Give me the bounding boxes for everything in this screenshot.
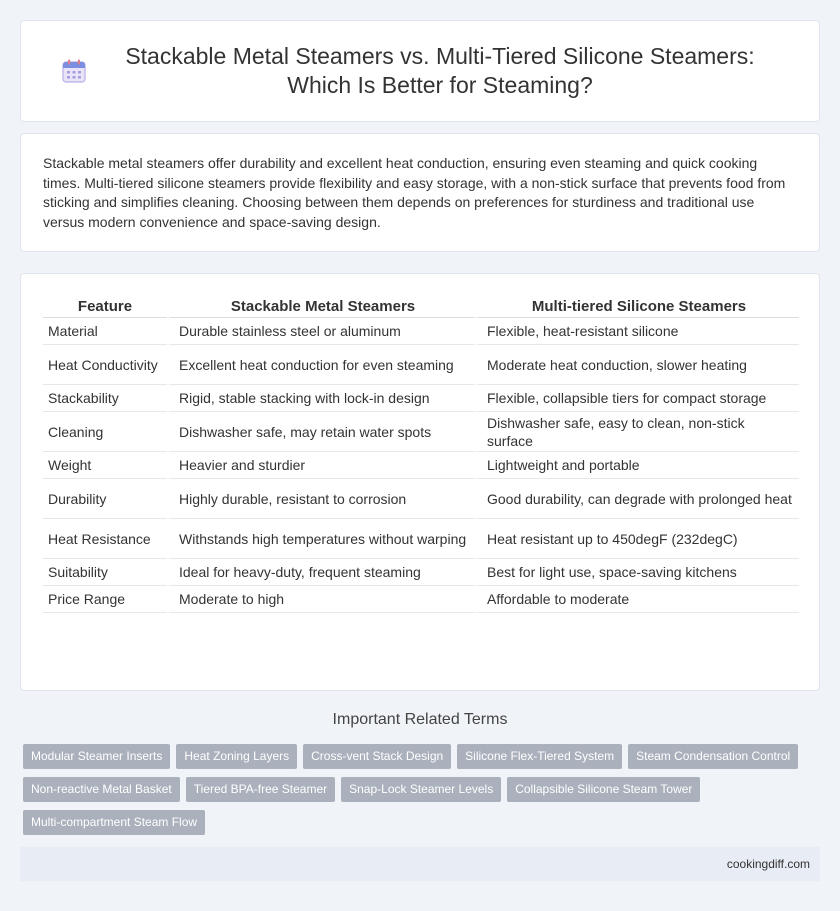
feature-cell: Material bbox=[43, 318, 167, 345]
metal-cell: Heavier and sturdier bbox=[167, 452, 475, 479]
silicone-cell: Flexible, heat-resistant silicone bbox=[475, 318, 799, 345]
header-metal: Stackable Metal Steamers bbox=[167, 296, 475, 318]
footer bbox=[20, 847, 820, 881]
silicone-cell: Lightweight and portable bbox=[475, 452, 799, 479]
metal-cell: Highly durable, resistant to corrosion bbox=[167, 479, 475, 519]
feature-cell: Heat Conductivity bbox=[43, 345, 167, 385]
related-term-tag[interactable]: Steam Condensation Control bbox=[628, 744, 798, 769]
title-card bbox=[20, 20, 820, 122]
header-silicone: Multi-tiered Silicone Steamers bbox=[475, 296, 799, 318]
header-feature: Feature bbox=[43, 296, 167, 318]
silicone-cell: Moderate heat conduction, slower heating bbox=[475, 345, 799, 385]
comparison-card bbox=[20, 273, 820, 691]
metal-cell: Durable stainless steel or aluminum bbox=[167, 318, 475, 345]
metal-cell: Moderate to high bbox=[167, 586, 475, 613]
intro-paragraph: Stackable metal steamers offer durability and excellent heat conduction, ensuring even steaming and quick cooking times. Multi-tiered silicone steamers provide flexibility and easy storage, with a non-stick surface that prevents food from sticking and simplifies cleaning. Choosing between them depends on preferences for sturdiness and traditional use versus modern convenience and space-saving design. bbox=[43, 155, 786, 230]
table-row bbox=[43, 345, 799, 385]
metal-cell: Rigid, stable stacking with lock-in design bbox=[167, 385, 475, 412]
table-row bbox=[43, 559, 799, 586]
related-term-tag[interactable]: Heat Zoning Layers bbox=[176, 744, 297, 769]
feature-cell: Cleaning bbox=[43, 412, 167, 452]
table-row bbox=[43, 452, 799, 479]
metal-cell: Ideal for heavy-duty, frequent steaming bbox=[167, 559, 475, 586]
page-title: Stackable Metal Steamers vs. Multi-Tiered Silicone Steamers: Which Is Better for Steaming? bbox=[125, 43, 755, 98]
table-row bbox=[43, 385, 799, 412]
feature-cell: Suitability bbox=[43, 559, 167, 586]
silicone-cell: Heat resistant up to 450degF (232degC) bbox=[475, 519, 799, 559]
metal-cell: Dishwasher safe, may retain water spots bbox=[167, 412, 475, 452]
related-term-tag[interactable]: Tiered BPA-free Steamer bbox=[186, 777, 335, 802]
calendar-icon bbox=[61, 58, 87, 84]
feature-cell: Price Range bbox=[43, 586, 167, 613]
feature-cell: Weight bbox=[43, 452, 167, 479]
intro-card bbox=[20, 133, 820, 252]
table-row bbox=[43, 412, 799, 452]
related-term-tag[interactable]: Snap-Lock Steamer Levels bbox=[341, 777, 501, 802]
related-term-tag[interactable]: Cross-vent Stack Design bbox=[303, 744, 451, 769]
table-row bbox=[43, 586, 799, 613]
footer-site-link[interactable]: cookingdiff.com bbox=[726, 857, 810, 871]
table-row bbox=[43, 479, 799, 519]
silicone-cell: Affordable to moderate bbox=[475, 586, 799, 613]
related-terms-title: Important Related Terms bbox=[332, 711, 508, 728]
comparison-table bbox=[43, 296, 799, 613]
related-term-tag[interactable]: Silicone Flex-Tiered System bbox=[457, 744, 622, 769]
table-row bbox=[43, 318, 799, 345]
feature-cell: Durability bbox=[43, 479, 167, 519]
table-row bbox=[43, 519, 799, 559]
table-header-row bbox=[43, 296, 799, 318]
related-term-tag[interactable]: Collapsible Silicone Steam Tower bbox=[507, 777, 700, 802]
related-terms-list bbox=[23, 744, 803, 835]
silicone-cell: Flexible, collapsible tiers for compact storage bbox=[475, 385, 799, 412]
related-term-tag[interactable]: Multi-compartment Steam Flow bbox=[23, 810, 205, 835]
silicone-cell: Best for light use, space-saving kitchens bbox=[475, 559, 799, 586]
feature-cell: Heat Resistance bbox=[43, 519, 167, 559]
related-term-tag[interactable]: Modular Steamer Inserts bbox=[23, 744, 170, 769]
metal-cell: Withstands high temperatures without warping bbox=[167, 519, 475, 559]
related-term-tag[interactable]: Non-reactive Metal Basket bbox=[23, 777, 180, 802]
silicone-cell: Dishwasher safe, easy to clean, non-stick surface bbox=[475, 412, 799, 452]
metal-cell: Excellent heat conduction for even steaming bbox=[167, 345, 475, 385]
title-wrap bbox=[21, 42, 819, 100]
silicone-cell: Good durability, can degrade with prolonged heat bbox=[475, 479, 799, 519]
feature-cell: Stackability bbox=[43, 385, 167, 412]
